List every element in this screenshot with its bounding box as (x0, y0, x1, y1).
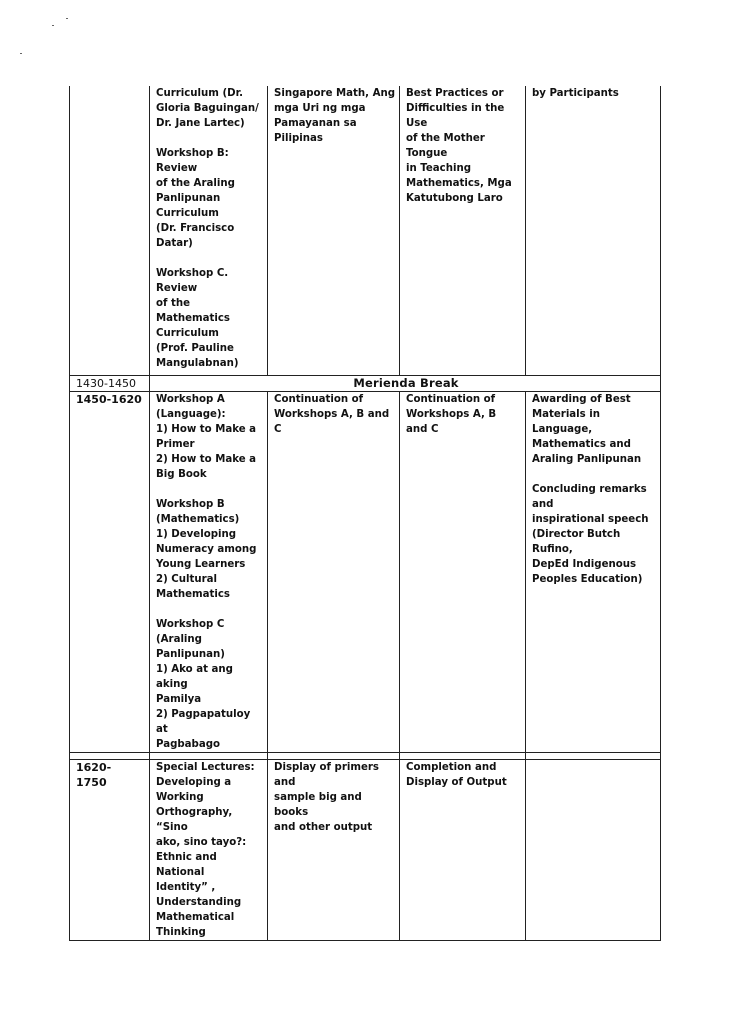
time-cell (70, 86, 150, 376)
time-cell: 1430-1450 (70, 376, 150, 392)
cell-paragraph: Singapore Math, Ang mga Uri ng mga Pamayanan sa Pilipinas (274, 88, 396, 144)
workshop-cell (150, 86, 268, 376)
cell-paragraph: Workshop C (Araling Panlipunan) 1) Ako at ang aking Pamilya 2) Pagpapatuloy at Pagbabago (156, 619, 251, 750)
scan-speck (20, 53, 22, 54)
workshop-cell (150, 392, 268, 753)
topic-cell (526, 86, 661, 376)
cell-paragraph: Continuation of Workshops A, B and C (406, 394, 497, 435)
merienda-break-label: Merienda Break (150, 376, 661, 392)
time-cell (70, 760, 150, 941)
scan-speck (66, 18, 68, 19)
topic-cell (268, 86, 400, 376)
topic-cell (268, 392, 400, 753)
workshop-cell (150, 760, 268, 941)
cell-paragraph: Awarding of Best Materials in Language, Mathematics and Araling Panlipunan (532, 394, 642, 465)
topic-cell (400, 86, 526, 376)
topic-cell (526, 760, 661, 941)
spacer-row (70, 753, 661, 760)
cell-paragraph: Completion and Display of Output (406, 762, 507, 788)
cell-paragraph: Concluding remarks and inspirational speech (Director Butch Rufino, DepEd Indigenous Peoples Education) (532, 484, 649, 585)
cell-paragraph: Display of primers and sample big and books and other output (274, 762, 379, 833)
cell-paragraph: Curriculum (Dr. Gloria Baguingan/ Dr. Jane Lartec) (156, 88, 259, 129)
break-row (70, 376, 661, 392)
topic-cell (400, 760, 526, 941)
cell-paragraph: Continuation of Workshops A, B and C (274, 394, 390, 435)
cell-paragraph: Workshop B: Review of the Araling Panlipunan Curriculum (Dr. Francisco Datar) (156, 148, 235, 249)
topic-cell (526, 392, 661, 753)
cell-paragraph: Workshop A (Language): 1) How to Make a Primer 2) How to Make a Big Book (156, 394, 257, 480)
cell-paragraph: Workshop C. Review of the Mathematics Curriculum (Prof. Pauline Mangulabnan) (156, 268, 239, 369)
cell-paragraph: Best Practices or Difficulties in the Use of the Mother Tongue in Teaching Mathematics, Mga Katutubong Laro (406, 88, 512, 204)
time-cell: 1450-1620 (70, 392, 150, 753)
table-row (70, 86, 661, 376)
schedule-table (69, 86, 661, 941)
cell-paragraph: by Participants (532, 88, 619, 99)
topic-cell (268, 760, 400, 941)
table-row (70, 760, 661, 941)
scan-speck (52, 25, 54, 26)
table-row (70, 392, 661, 753)
cell-paragraph: Workshop B (Mathematics) 1) Developing Numeracy among Young Learners 2) Cultural Mathematics (156, 499, 257, 600)
cell-paragraph: Special Lectures: Developing a Working Orthography, “Sino ako, sino tayo?: Ethnic and National Identity” , Understanding Mathematical Thinking (156, 762, 255, 938)
cell-paragraph: 1620- 1750 (76, 761, 112, 789)
topic-cell (400, 392, 526, 753)
